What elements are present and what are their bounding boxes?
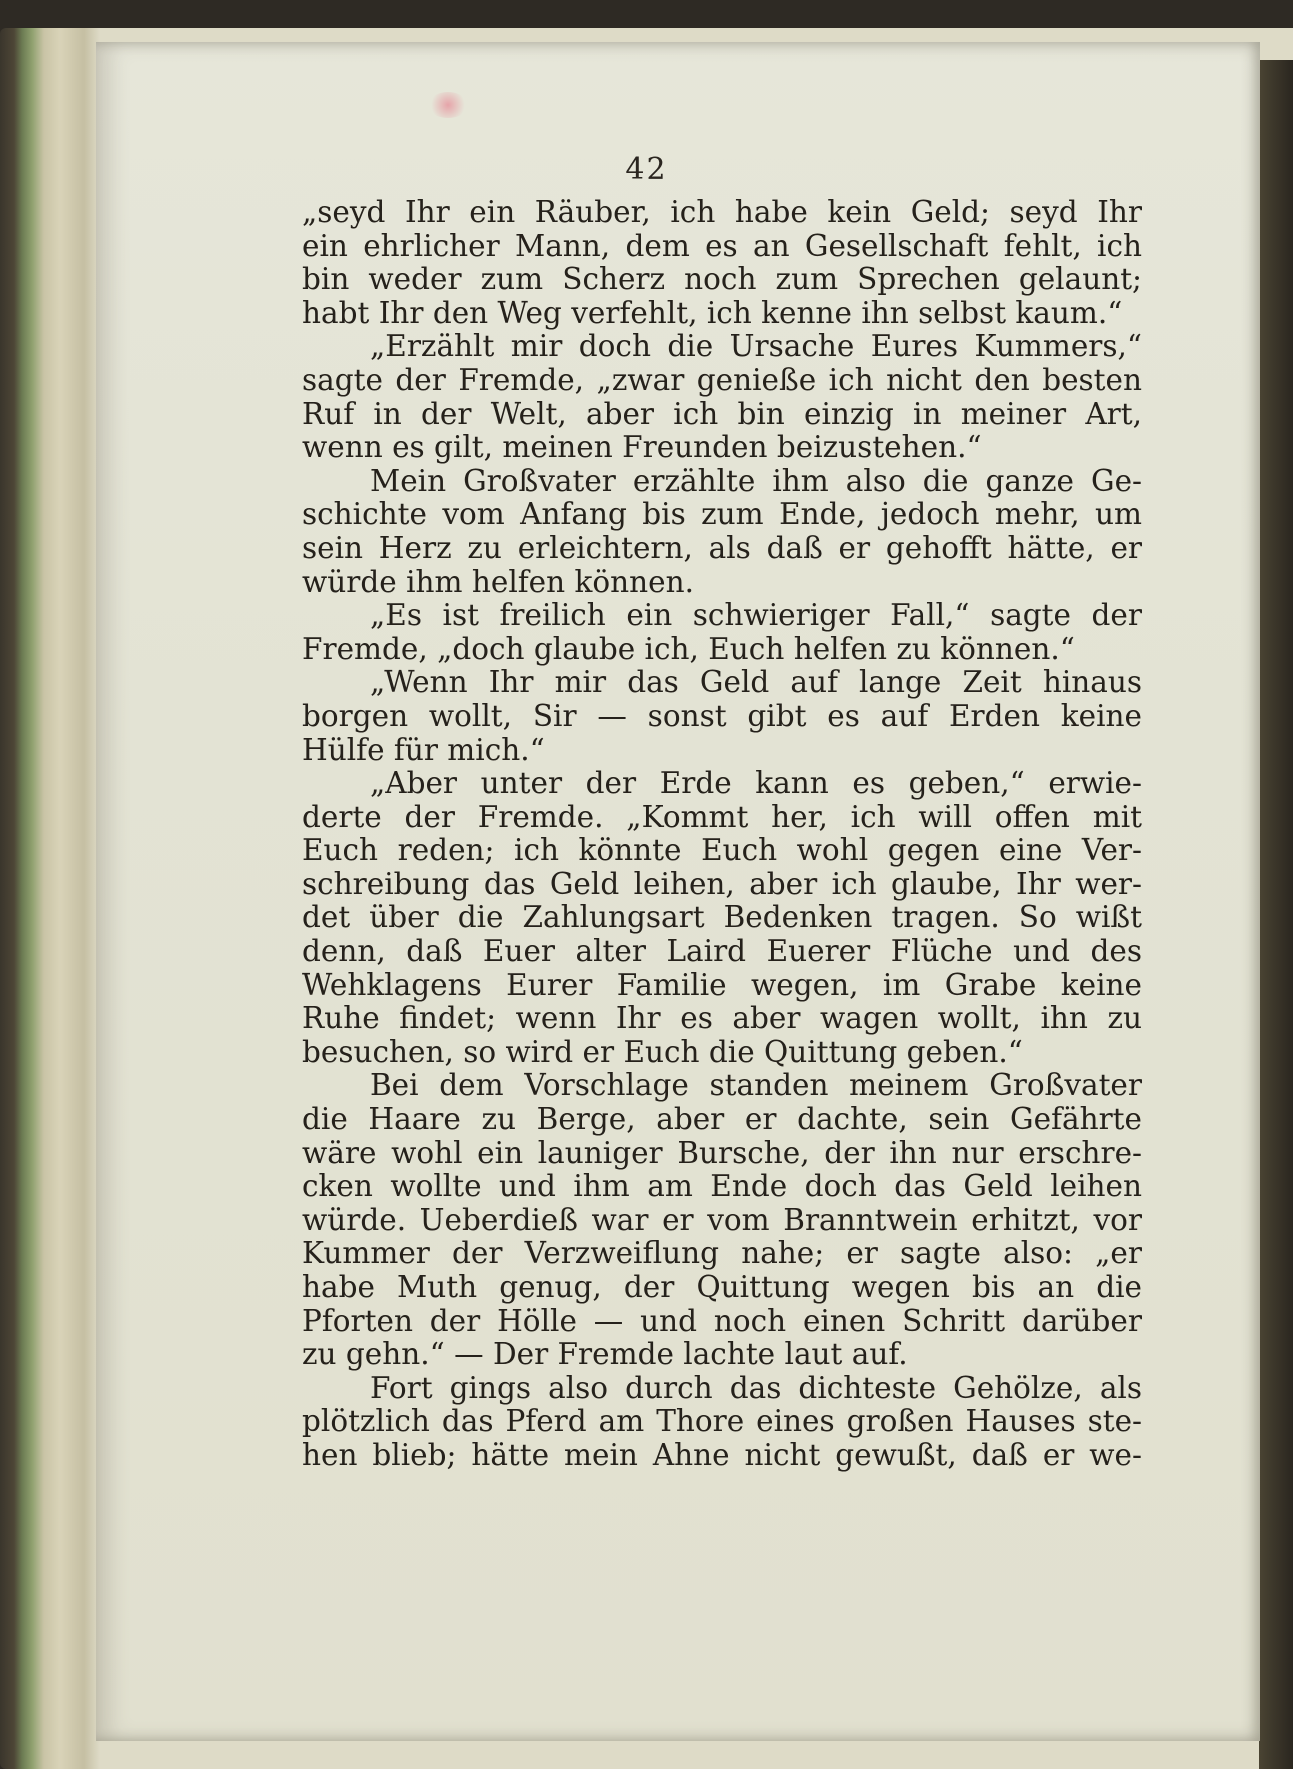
text-line: schichte vom Anfang bis zum Ende, jedoch mehr, um (302, 498, 1142, 532)
text-line: wenn es gilt, meinen Freunden beizustehen.“ (302, 431, 982, 465)
text-line: würde ihm helfen können. (302, 565, 694, 599)
text-line: cken wollte und ihm am Ende doch das Geld leihen (302, 1170, 1142, 1204)
text-line: Kummer der Verzweiflung nahe; er sagte also: „er (302, 1237, 1142, 1271)
text-line: borgen wollt, Sir — sonst gibt es auf Erden keine (302, 699, 1142, 733)
text-line: derte der Fremde. „Kommt her, ich will offen mit (302, 800, 1142, 834)
text-line: sein Herz zu erleichtern, als daß er gehofft hätte, er (302, 531, 1142, 565)
text-line: plötzlich das Pferd am Thore eines großen Hauses ste- (302, 1405, 1142, 1439)
text-line: Bei dem Vorschlage standen meinem Großvater (370, 1069, 1142, 1103)
text-line: „Wenn Ihr mir das Geld auf lange Zeit hinaus (370, 666, 1142, 700)
book-spine-edge (1259, 60, 1293, 1769)
text-line: Pforten der Hölle — und noch einen Schritt darüber (302, 1304, 1142, 1338)
text-line: sagte der Fremde, „zwar genieße ich nicht den besten (302, 363, 1142, 397)
text-line: zu gehn.“ — Der Fremde lachte laut auf. (302, 1338, 908, 1372)
text-line: würde. Ueberdieß war er vom Branntwein erhitzt, vor (302, 1203, 1142, 1237)
text-line: die Haare zu Berge, aber er dachte, sein Gefährte (302, 1103, 1142, 1137)
text-line: besuchen, so wird er Euch die Quittung geben.“ (302, 1035, 1023, 1069)
text-line: Fremde, „doch glaube ich, Euch helfen zu können.“ (302, 632, 1075, 666)
text-line: det über die Zahlungsart Bedenken tragen. So wißt (302, 901, 1142, 935)
body-text (302, 196, 1142, 1473)
page-number: 42 (625, 152, 668, 187)
text-line: Mein Großvater erzählte ihm also die ganze Ge- (370, 464, 1142, 498)
text-line: Ruf in der Welt, aber ich bin einzig in meiner Art, (302, 397, 1142, 431)
text-line: Fort gings also durch das dichteste Gehölze, als (370, 1371, 1142, 1405)
text-line: schreibung das Geld leihen, aber ich glaube, Ihr wer- (302, 867, 1142, 901)
text-line: habt Ihr den Weg verfehlt, ich kenne ihn selbst kaum.“ (302, 296, 1123, 330)
text-line: denn, daß Euer alter Laird Euerer Flüche und des (302, 935, 1142, 969)
text-line: bin weder zum Scherz noch zum Sprechen gelaunt; (302, 263, 1142, 297)
text-line: Ruhe findet; wenn Ihr es aber wagen wollt, ihn zu (302, 1002, 1142, 1036)
text-line: „Es ist freilich ein schwieriger Fall,“ sagte der (370, 599, 1142, 633)
text-line: Hülfe für mich.“ (302, 733, 545, 767)
page-stain (428, 92, 468, 118)
text-line: ein ehrlicher Mann, dem es an Gesellschaft fehlt, ich (302, 229, 1142, 263)
text-line: „seyd Ihr ein Räuber, ich habe kein Geld; seyd Ihr (302, 196, 1142, 229)
text-line: Euch reden; ich könnte Euch wohl gegen eine Ver- (302, 834, 1142, 868)
text-line: „Erzählt mir doch die Ursache Eures Kummers,“ (370, 330, 1142, 364)
text-line: Wehklagens Eurer Familie wegen, im Grabe keine (302, 968, 1142, 1002)
text-line: „Aber unter der Erde kann es geben,“ erwie- (370, 767, 1142, 801)
text-line: wäre wohl ein launiger Bursche, der ihn nur erschre- (302, 1136, 1142, 1170)
text-line: habe Muth genug, der Quittung wegen bis an die (302, 1271, 1142, 1304)
text-line: hen blieb; hätte mein Ahne nicht gewußt, daß er we- (302, 1438, 1142, 1472)
